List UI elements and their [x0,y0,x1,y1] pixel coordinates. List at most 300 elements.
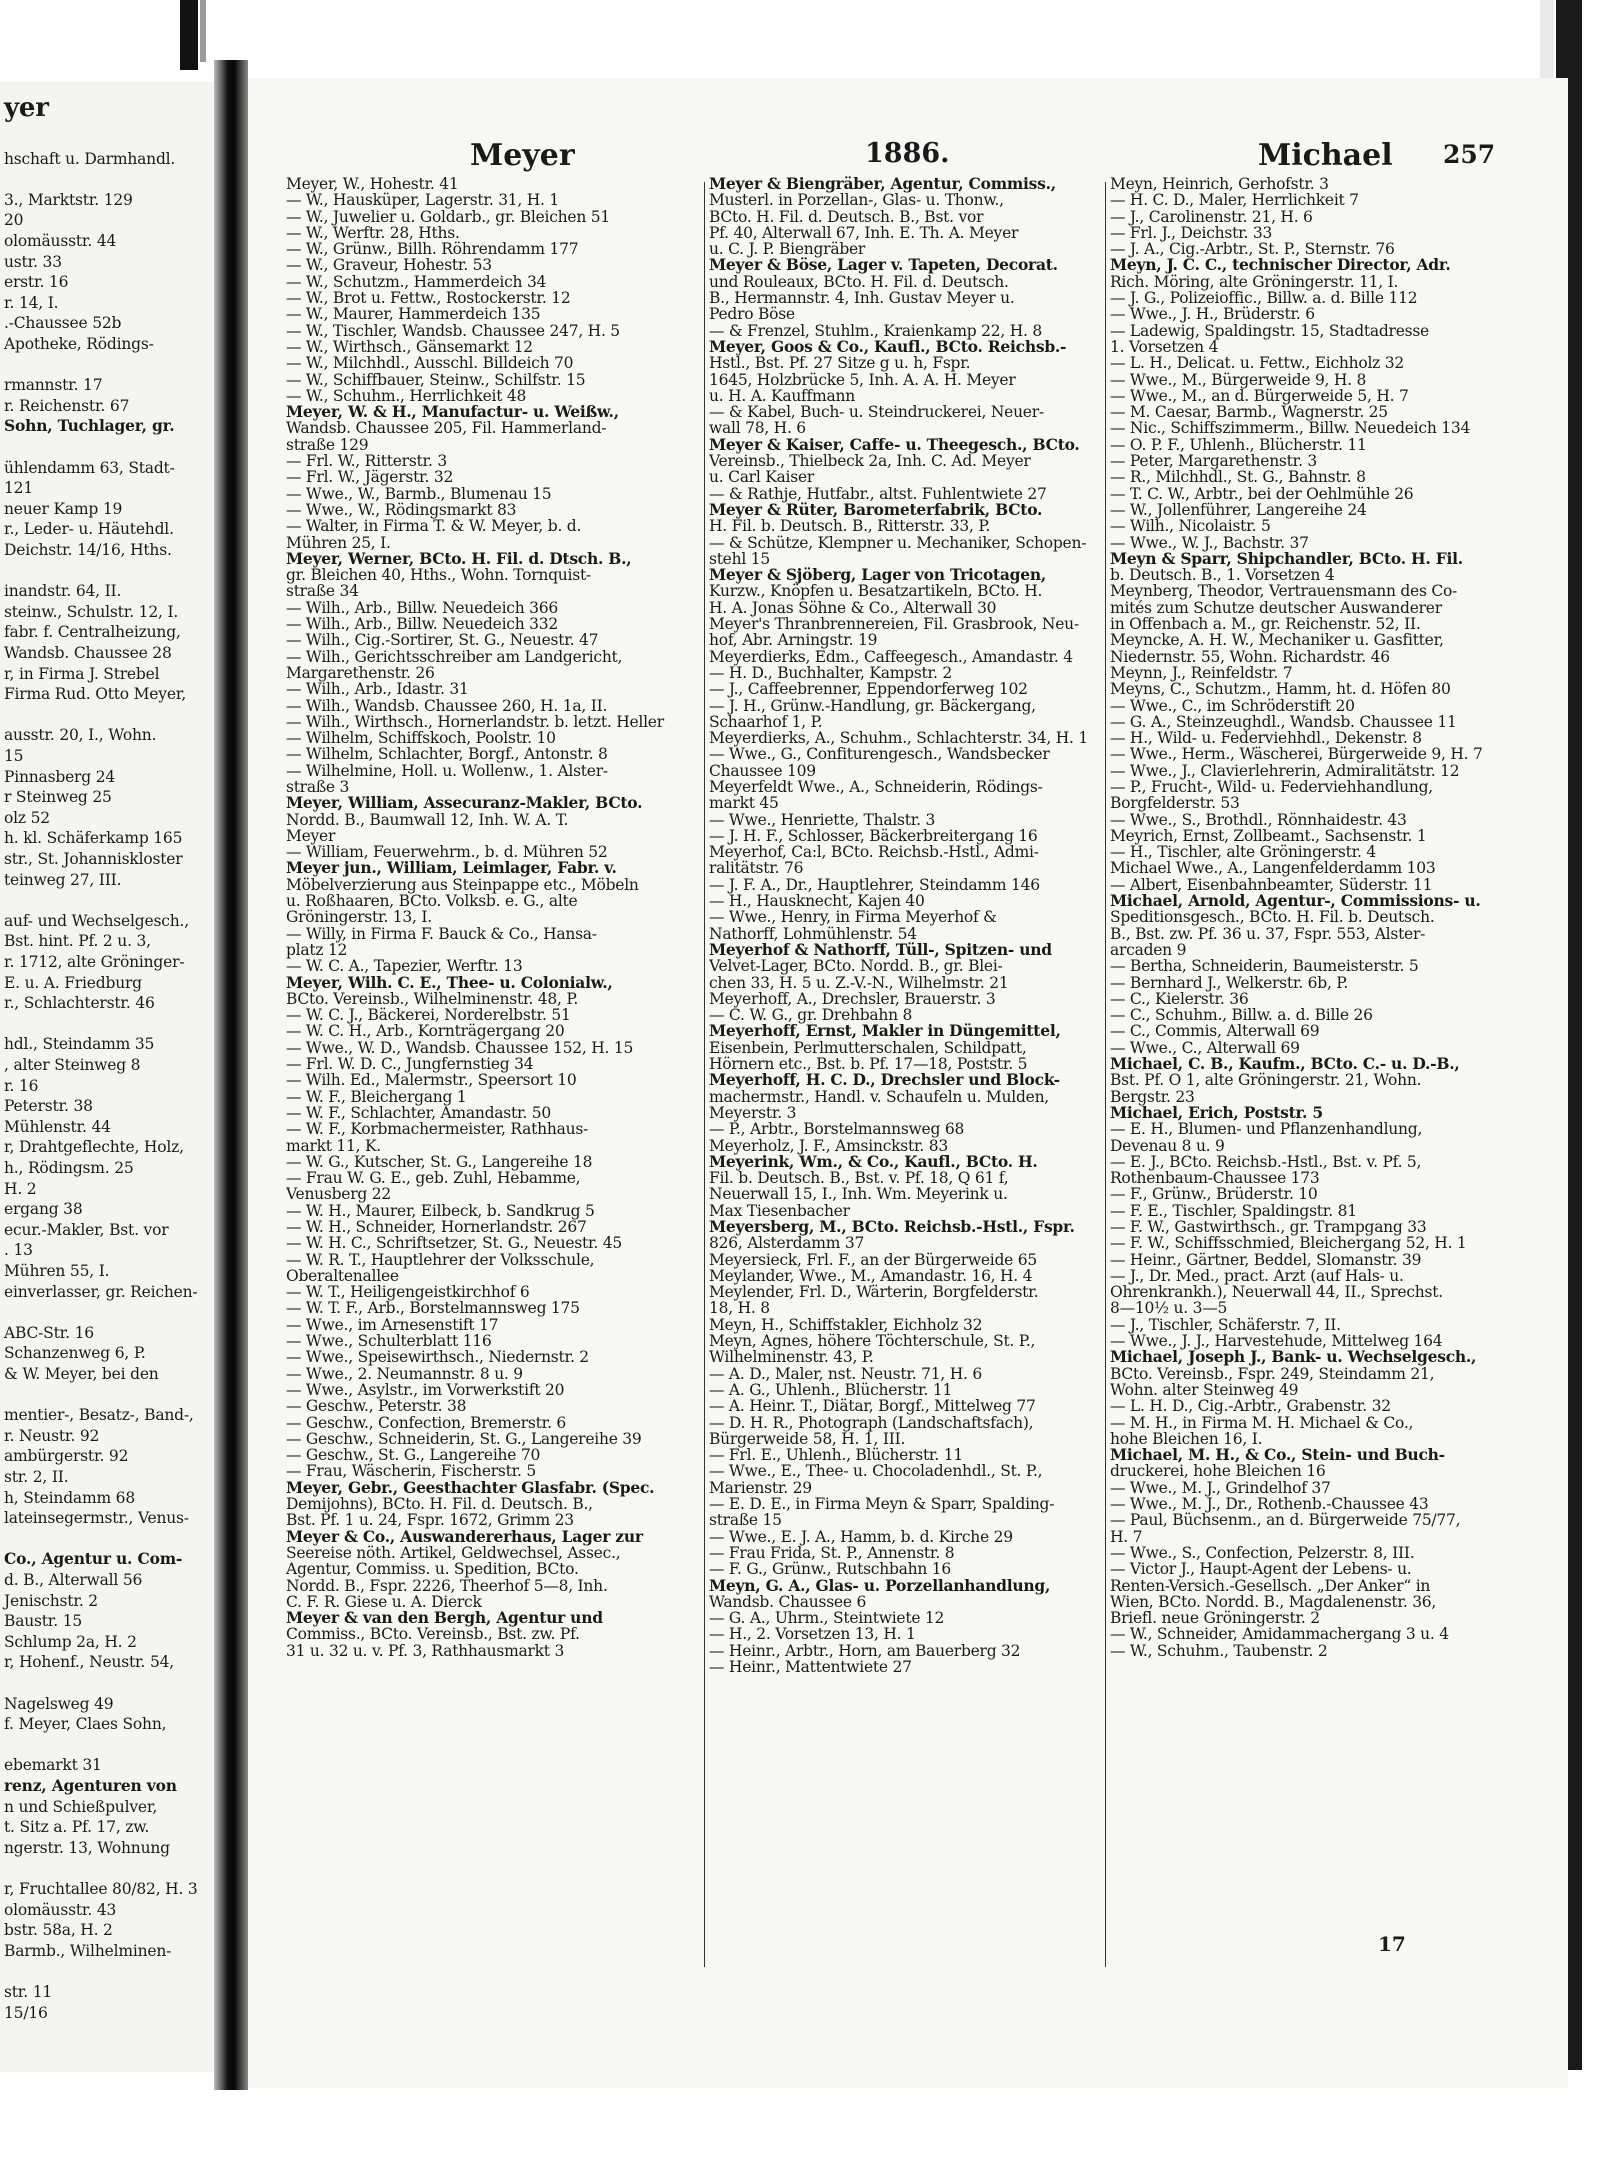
directory-entry-line: Ohrenkrankh.), Neuerwall 44, II., Sprechst. [1110,1283,1443,1302]
directory-entry-line: — W. R. T., Hauptlehrer der Volksschule, [286,1250,595,1269]
directory-entry-line: — Paul, Büchsenm., an d. Bürgerweide 75/77, [1110,1511,1461,1530]
directory-entry-line: — Wilh., Gerichtsschreiber am Landgericht, [286,647,623,666]
left-page-line: olomäusstr. 43 [4,1900,117,1919]
left-page-line: r. 1712, alte Gröninger- [4,953,185,971]
directory-entry-line: Meyn, Agnes, höhere Töchterschule, St. P., [709,1332,1036,1351]
directory-entry-line: — F. W., Schiffsschmied, Bleichergang 52, H. 1 [1110,1234,1467,1253]
directory-entry-line: — L. H. D., Cig.-Arbtr., Grabenstr. 32 [1110,1397,1391,1416]
directory-entry-line: — W., Grünw., Billh. Röhrendamm 177 [286,240,579,259]
directory-entry-line: Meyerink, Wm., & Co., Kaufl., BCto. H. [709,1151,1038,1171]
directory-entry-line: Marienstr. 29 [709,1478,812,1497]
directory-entry-line: — R., Milchhdl., St. G., Bahnstr. 8 [1110,468,1366,487]
directory-entry-line: — E. D. E., in Firma Meyn & Sparr, Spalding- [709,1495,1055,1514]
left-page-line: t. Sitz a. Pf. 17, zw. [4,1818,150,1837]
left-page-line: f. Meyer, Claes Sohn, [4,1715,167,1734]
directory-entry-line: — M. Caesar, Barmb., Wagnerstr. 25 [1110,403,1388,422]
directory-entry-line: — Geschw., Peterstr. 38 [286,1397,467,1416]
directory-entry-line: — C. W. G., gr. Drehbahn 8 [709,1006,913,1025]
directory-entry-line: — W., Graveur, Hohestr. 53 [286,256,492,275]
directory-entry-line: 18, H. 8 [709,1299,770,1318]
left-page-line: Co., Agentur u. Com- [4,1549,183,1569]
directory-entry-line: Wandsb. Chaussee 205, Fil. Hammerland- [286,419,607,438]
directory-entry-line: — Wilh., Wirthsch., Hornerlandstr. b. letzt. Heller [286,712,664,731]
directory-entry-line: in Offenbach a. M., gr. Reichenstr. 52, II. [1110,615,1421,634]
directory-entry-line: druckerei, hohe Bleichen 16 [1110,1462,1326,1481]
directory-entry-line: — Wwe., Herm., Wäscherei, Bürgerweide 9, H. 7 [1110,745,1483,764]
left-page-line: Firma Rud. Otto Meyer, [4,685,187,704]
directory-entry-line: — Wwe., Asylstr., im Vorwerkstift 20 [286,1380,565,1399]
directory-entry-line: Max Tiesenbacher [709,1201,850,1220]
signature-number: 17 [1378,1932,1406,1956]
directory-entry-line: — Bernhard J., Welkerstr. 6b, P. [1110,973,1349,992]
directory-entry-line: straße 15 [709,1511,782,1530]
directory-entry-line: 826, Alsterdamm 37 [709,1234,865,1253]
left-page-line: fabr. f. Centralheizung, [4,623,181,642]
directory-entry-line: — Wwe., J. J., Harvestehude, Mittelweg 164 [1110,1332,1443,1351]
directory-entry-line: chen 33, H. 5 u. Z.-V.-N., Wilhelmstr. 21 [709,973,1009,992]
directory-entry-line: — Wilh., Arb., Billw. Neuedeich 366 [286,598,558,617]
directory-entry-line: — Wwe., Schulterblatt 116 [286,1332,492,1351]
directory-entry-line: — H., Hausknecht, Kajen 40 [709,892,925,911]
directory-entry-line: — H., Wild- u. Federviehhdl., Dekenstr. 8 [1110,729,1422,748]
directory-entry-line: — W., Schuhm., Herrlichkeit 48 [286,386,527,405]
directory-entry-line: Meyer & Biengräber, Agentur, Commiss., [709,176,1056,193]
directory-entry-line: Meynn, J., Reinfeldstr. 7 [1110,663,1293,682]
directory-entry-line: Musterl. in Porzellan-, Glas- u. Thonw., [709,191,1004,210]
directory-entry-line: — M. H., in Firma M. H. Michael & Co., [1110,1413,1414,1432]
directory-entry-line: Meyer jun., William, Leimlager, Fabr. v. [286,858,617,878]
left-page-line: Barmb., Wilhelminen- [4,1941,172,1960]
directory-entry-line: — Wwe., Henry, in Firma Meyerhof & [709,908,997,927]
directory-column-3 [1110,176,1528,1966]
directory-entry-line: — F. W., Gastwirthsch., gr. Trampgang 33 [1110,1218,1427,1236]
directory-entry-line: Möbelverzierung aus Steinpappe etc., Möbeln [286,875,639,894]
directory-entry-line: — O. P. F., Uhlenh., Blücherstr. 11 [1110,435,1367,454]
directory-entry-line: 31 u. 32 u. v. Pf. 3, Rathhausmarkt 3 [286,1641,565,1660]
directory-entry-line: Meyer, Werner, BCto. H. Fil. d. Dtsch. B., [286,548,632,568]
left-page-line: str., St. Johanniskloster [4,850,183,868]
left-page-line: erstr. 16 [4,273,69,292]
directory-entry-line: — J. A., Cig.-Arbtr., St. P., Sternstr. 76 [1110,240,1395,259]
directory-entry-line: — W., Wirthsch., Gänsemarkt 12 [286,337,533,356]
directory-entry-line: — W., Milchhdl., Ausschl. Billdeich 70 [286,354,574,373]
directory-entry-line: mités zum Schutze deutscher Auswanderer [1110,598,1442,617]
left-page-line: Schanzenweg 6, P. [4,1344,146,1363]
directory-entry-line: — Wwe., im Arnesenstift 17 [286,1315,499,1334]
directory-entry-line: Meyersieck, Frl. F., an der Bürgerweide 65 [709,1250,1038,1269]
year-heading: 1886. [865,138,950,169]
directory-entry-line: — W. F., Bleichergang 1 [286,1087,467,1106]
directory-entry-line: — & Schütze, Klempner u. Mechaniker, Schopen- [709,533,1087,552]
directory-entry-line: platz 12 [286,940,348,959]
directory-entry-line: — A. D., Maler, nst. Neustr. 71, H. 6 [709,1364,982,1383]
directory-entry-line: Schaarhof 1, P. [709,712,823,731]
directory-column-1 [286,176,700,1966]
left-page-line: Pinnasberg 24 [4,767,116,786]
left-page-line: 3., Marktstr. 129 [4,190,133,209]
directory-entry-line: — & Rathje, Hutfabr., altst. Fuhlentwiete 27 [709,484,1047,503]
directory-entry-line: Fil. b. Deutsch. B., Bst. v. Pf. 18, Q 61 f, [709,1169,1009,1188]
directory-entry-line: Wien, BCto. Nordd. B., Magdalenenstr. 36, [1110,1592,1437,1611]
directory-entry-line: — Wwe., G., Confiturengesch., Wandsbecker [709,745,1050,764]
directory-entry-line: — J., Tischler, Schäferstr. 7, II. [1110,1315,1341,1334]
directory-entry-line: Meyerhoff, Ernst, Makler in Düngemittel, [709,1021,1061,1041]
left-page-fragment [0,82,214,2072]
directory-entry-line: — F. G., Grünw., Rutschbahn 16 [709,1560,951,1579]
column-rule [704,182,705,1967]
left-page-line: Schlump 2a, H. 2 [4,1632,137,1651]
directory-entry-line: Speditionsgesch., BCto. H. Fil. b. Deutsch. [1110,908,1435,927]
left-page-line: olz 52 [4,808,50,827]
directory-entry-line: Meyerhof & Nathorff, Tüll-, Spitzen- und [709,939,1052,959]
directory-entry-line: — W. G., Kutscher, St. G., Langereihe 18 [286,1152,593,1171]
left-page-line: r, in Firma J. Strebel [4,664,160,683]
column-rule [1105,182,1106,1967]
directory-entry-line: — W., Schutzm., Hammerdeich 34 [286,272,547,291]
directory-entry-line: straße 129 [286,435,369,454]
directory-entry-line: Gröningerstr. 13, I. [286,908,432,927]
left-page-line: einverlasser, gr. Reichen- [4,1282,198,1301]
directory-entry-line: — W., Werftr. 28, Hths. [286,223,460,242]
directory-entry-line: Chaussee 109 [709,761,816,780]
directory-entry-line: Rothenbaum-Chaussee 173 [1110,1169,1320,1188]
left-page-line: mentier-, Besatz-, Band-, [4,1406,194,1425]
directory-entry-line: B., Hermannstr. 4, Inh. Gustav Meyer u. [709,289,1015,308]
directory-entry-line: Bst. Pf. O 1, alte Gröningerstr. 21, Wohn. [1110,1071,1422,1090]
directory-entry-line: Vereinsb., Thielbeck 2a, Inh. C. Ad. Meyer [709,452,1031,471]
directory-entry-line: — Nic., Schiffszimmerm., Billw. Neuedeich 134 [1110,419,1471,438]
directory-entry-line: Neuerwall 15, I., Inh. Wm. Meyerink u. [709,1185,1008,1204]
left-page-line: ausstr. 20, I., Wohn. [4,726,157,745]
directory-entry-line: Meyer's Thranbrennereien, Fil. Grasbrook, Neu- [709,615,1079,634]
directory-entry-line: hof, Abr. Arningstr. 19 [709,631,878,650]
left-page-line: Jenischstr. 2 [4,1591,98,1610]
directory-entry-line: u. Roßhaaren, BCto. Volksb. e. G., alte [286,892,578,911]
directory-entry-line: 1. Vorsetzen 4 [1110,337,1219,356]
running-head-left: Meyer [470,138,575,173]
directory-entry-line: — W. T. F., Arb., Borstelmannsweg 175 [286,1299,580,1318]
left-page-line: renz, Agenturen von [4,1776,177,1795]
left-page-line: E. u. A. Friedburg [4,973,142,992]
left-page-line: h., Rödingsm. 25 [4,1159,134,1177]
left-page-line: r Steinweg 25 [4,788,112,807]
directory-entry-line: — Peter, Margarethenstr. 3 [1110,452,1318,471]
directory-entry-line: — W. F., Korbmachermeister, Rathhaus- [286,1120,589,1139]
left-page-line: ecur.-Makler, Bst. vor [4,1220,169,1239]
directory-entry-line: BCto. H. Fil. d. Deutsch. B., Bst. vor [709,207,984,226]
page-number: 257 [1443,140,1496,169]
directory-entry-line: — Geschw., St. G., Langereihe 70 [286,1446,541,1465]
directory-entry-line: — Victor J., Haupt-Agent der Lebens- u. [1110,1560,1412,1579]
directory-entry-line: Hörnern etc., Bst. b. Pf. 17—18, Poststr. 5 [709,1055,1028,1074]
directory-entry-line: und Rouleaux, BCto. H. Fil. d. Deutsch. [709,272,1009,291]
directory-entry-line: — Walter, in Firma T. & W. Meyer, b. d. [286,517,582,536]
directory-entry-line: Meynberg, Theodor, Vertrauensmann des Co- [1110,582,1458,601]
directory-entry-line: b. Deutsch. B., 1. Vorsetzen 4 [1110,566,1335,585]
directory-entry-line: Eisenbein, Perlmutterschalen, Schildpatt, [709,1038,1027,1057]
directory-entry-line: — Wilh., Nicolaistr. 5 [1110,517,1271,536]
directory-entry-line: — H., Tischler, alte Gröningerstr. 4 [1110,843,1377,862]
directory-entry-line: — W., Schiffbauer, Steinw., Schilfstr. 15 [286,370,586,389]
directory-entry-line: — Wwe., Speisewirthsch., Niedernstr. 2 [286,1348,589,1367]
directory-entry-line: — Frl. E., Uhlenh., Blücherstr. 11 [709,1446,963,1465]
directory-entry-line: u. Carl Kaiser [709,468,815,487]
left-page-line: n und Schießpulver, [4,1797,158,1816]
left-page-line: inandstr. 64, II. [4,582,122,601]
directory-entry-line: straße 34 [286,582,359,601]
left-page-line: Bst. hint. Pf. 2 u. 3, [4,932,151,951]
left-page-line: r., Leder- u. Häutehdl. [4,520,174,539]
directory-entry-line: — P., Arbtr., Borstelmannsweg 68 [709,1120,965,1139]
directory-entry-line: Pedro Böse [709,305,795,324]
directory-entry-line: — & Frenzel, Stuhlm., Kraienkamp 22, H. 8 [709,321,1042,340]
left-page-line: ABC-Str. 16 [4,1323,94,1342]
running-head-right: Michael [1258,138,1393,173]
directory-entry-line: Wohn. alter Steinweg 49 [1110,1380,1299,1399]
directory-entry-line: u. H. A. Kauffmann [709,386,855,405]
directory-entry-line: Bergstr. 23 [1110,1087,1195,1106]
left-page-line: ustr. 33 [4,252,62,271]
directory-entry-line: Meyer & van den Bergh, Agentur und [286,1608,603,1628]
directory-entry-line: Meyerhoff, H. C. D., Drechsler und Block- [709,1070,1060,1090]
directory-entry-line: — C., Schuhm., Billw. a. d. Bille 26 [1110,1006,1373,1025]
directory-entry-line: — P., Frucht-, Wild- u. Federviehhandlung, [1110,777,1433,796]
directory-entry-line: ralitätstr. 76 [709,859,804,878]
left-page-line: . 13 [4,1241,33,1260]
left-page-line: r. Neustr. 92 [4,1426,100,1445]
left-page-line: r, Hohenf., Neustr. 54, [4,1653,175,1672]
directory-entry-line: — G. A., Steinzeughdl., Wandsb. Chaussee 11 [1110,712,1457,731]
directory-entry-line: gr. Bleichen 40, Hths., Wohn. Tornquist- [286,566,591,585]
directory-entry-line: wall 78, H. 6 [709,419,806,438]
directory-entry-line: Meyn, Heinrich, Gerhofstr. 3 [1110,176,1329,193]
left-page-line: r, Drahtgeflechte, Holz, [4,1138,184,1157]
directory-entry-line: — Wilhelm, Schiffskoch, Poolstr. 10 [286,729,556,748]
directory-entry-line: — & Kabel, Buch- u. Steindruckerei, Neuer- [709,403,1044,422]
directory-entry-line: Seereise nöth. Artikel, Geldwechsel, Assec., [286,1543,621,1562]
directory-entry-line: — J., Carolinenstr. 21, H. 6 [1110,207,1313,226]
left-page-line: Baustr. 15 [4,1612,83,1631]
left-page-line: lateinsegermstr., Venus- [4,1509,189,1528]
left-page-line: olomäusstr. 44 [4,232,117,250]
directory-entry-line: Meyer, William, Assecuranz-Makler, BCto. [286,793,643,813]
directory-entry-line: — W., Brot u. Fettw., Rostockerstr. 12 [286,289,571,308]
directory-entry-line: — H., 2. Vorsetzen 13, H. 1 [709,1625,916,1644]
directory-entry-line: u. C. J. P. Biengräber [709,240,866,259]
directory-entry-line: H. A. Jonas Söhne & Co., Alterwall 30 [709,598,997,617]
directory-entry-line: — W. C. A., Tapezier, Werftr. 13 [286,957,523,976]
directory-entry-line: Meyerdierks, Edm., Caffeegesch., Amandastr. 4 [709,647,1073,666]
directory-entry-line: — W., Tischler, Wandsb. Chaussee 247, H. 5 [286,321,620,340]
directory-entry-line: — D. H. R., Photograph (Landschaftsfach), [709,1413,1034,1432]
directory-entry-line: — Wwe., M., Bürgerweide 9, H. 8 [1110,370,1367,389]
directory-entry-line: — Wwe., C., Alterwall 69 [1110,1038,1300,1057]
left-page-line: ebemarkt 31 [4,1756,102,1775]
directory-entry-line: — Wwe., S., Brothdl., Rönnhaidestr. 43 [1110,810,1407,829]
directory-entry-line: — T. C. W., Arbtr., bei der Oehlmühle 26 [1110,484,1414,503]
directory-entry-line: Demijohns), BCto. H. Fil. d. Deutsch. B., [286,1495,593,1514]
directory-entry-line: 8—10½ u. 3—5 [1110,1299,1228,1318]
directory-entry-line: — Wwe., W., Rödingsmarkt 83 [286,500,517,519]
directory-entry-line: Michael Wwe., A., Langenfelderdamm 103 [1110,859,1436,878]
left-page-line: 121 [4,479,33,498]
directory-entry-line: — Wwe., E., Thee- u. Chocoladenhdl., St. P., [709,1462,1043,1481]
directory-entry-line: — Frau W. G. E., geb. Zuhl, Hebamme, [286,1169,581,1188]
directory-entry-line: — Heinr., Gärtner, Beddel, Slomanstr. 39 [1110,1250,1422,1269]
directory-entry-line: Meylender, Frl. D., Wärterin, Borgfelderstr. [709,1283,1039,1302]
left-page-line: H. 2 [4,1179,37,1198]
directory-entry-line: — Wwe., W. J., Bachstr. 37 [1110,533,1309,552]
directory-entry-line: BCto. Vereinsb., Fspr. 249, Steindamm 21, [1110,1364,1435,1383]
directory-entry-line: — E. H., Blumen- und Pflanzenhandlung, [1110,1120,1423,1139]
directory-entry-line: Meyerstr. 3 [709,1103,797,1122]
left-page-line: bstr. 58a, H. 2 [4,1921,113,1940]
directory-entry-line: — Wwe., 2. Neumannstr. 8 u. 9 [286,1364,523,1383]
directory-entry-line: — W. H., Maurer, Eilbeck, b. Sandkrug 5 [286,1201,595,1220]
directory-entry-line: — Wilh., Arb., Idastr. 31 [286,680,469,699]
directory-entry-line: — Wwe., E. J. A., Hamm, b. d. Kirche 29 [709,1527,1013,1546]
left-page-line: 20 [4,211,24,230]
directory-entry-line: Kurzw., Knöpfen u. Besatzartikeln, BCto. H. [709,582,1043,601]
directory-entry-line: — A. Heinr. T., Diätar, Borgf., Mittelweg 77 [709,1397,1036,1416]
directory-entry-line: Meyer, Wilh. C. E., Thee- u. Colonialw., [286,972,613,992]
left-page-line: .-Chaussee 52b [4,314,122,333]
left-page-line: steinw., Schulstr. 12, I. [4,602,179,621]
directory-entry-line: Mühren 25, I. [286,533,391,552]
directory-entry-line: BCto. Vereinsb., Wilhelminenstr. 48, P. [286,989,579,1008]
directory-entry-line: Velvet-Lager, BCto. Nordd. B., gr. Blei- [709,957,1003,976]
directory-entry-line: Margarethenstr. 26 [286,663,435,682]
left-page-line: rmannstr. 17 [4,376,103,395]
directory-entry-line: — Ladewig, Spaldingstr. 15, Stadtadresse [1110,321,1429,340]
directory-entry-line: — F., Grünw., Brüderstr. 10 [1110,1185,1318,1204]
directory-entry-line: — Wwe., C., im Schröderstift 20 [1110,696,1355,715]
directory-entry-line: — William, Feuerwehrm., b. d. Mühren 52 [286,843,608,862]
directory-entry-line: Devenau 8 u. 9 [1110,1136,1225,1155]
directory-entry-line: — W., Jollenführer, Langereihe 24 [1110,500,1367,519]
directory-entry-line: Meyerholz, J. F., Amsinckstr. 83 [709,1136,948,1155]
directory-entry-line: — Albert, Eisenbahnbeamter, Süderstr. 11 [1110,875,1433,894]
left-page-line: d. B., Alterwall 56 [4,1571,143,1589]
directory-entry-line: — Wilh., Cig.-Sortirer, St. G., Neuestr. 47 [286,631,599,650]
left-page-line: r. 16 [4,1076,39,1095]
left-page-line: auf- und Wechselgesch., [4,911,189,930]
left-page-line: Sohn, Tuchlager, gr. [4,416,175,436]
directory-entry-line: Meyer, W., Hohestr. 41 [286,176,459,193]
left-page-line: str. 2, II. [4,1468,69,1486]
directory-entry-line: Wilhelminenstr. 43, P. [709,1348,874,1367]
directory-entry-line: — Wilh., Arb., Billw. Neuedeich 332 [286,615,558,634]
directory-entry-line: — H. C. D., Maler, Herrlichkeit 7 [1110,191,1359,210]
left-page-line: Deichstr. 14/16, Hths. [4,541,172,559]
directory-entry-line: Michael, M. H., & Co., Stein- und Buch- [1110,1445,1445,1465]
directory-entry-line: — J. G., Polizeioffic., Billw. a. d. Bille 112 [1110,289,1418,308]
directory-entry-line: 1645, Holzbrücke 5, Inh. A. A. H. Meyer [709,370,1016,389]
directory-entry-line: — Geschw., Confection, Bremerstr. 6 [286,1413,567,1432]
directory-entry-line: — W. F., Schlachter, Amandastr. 50 [286,1103,551,1122]
left-page-line: & W. Meyer, bei den [4,1365,159,1383]
directory-entry-line: Niedernstr. 55, Wohn. Richardstr. 46 [1110,647,1390,666]
directory-entry-line: Bürgerweide 58, H. 1, III. [709,1429,906,1448]
directory-entry-line: markt 45 [709,794,779,813]
directory-entry-line: — W., Schneider, Amidammachergang 3 u. 4 [1110,1625,1449,1644]
directory-entry-line: — W., Maurer, Hammerdeich 135 [286,305,541,324]
directory-entry-line: — C., Kielerstr. 36 [1110,989,1249,1008]
left-page-line: hdl., Steindamm 35 [4,1035,155,1054]
directory-entry-line: Meyerfeldt Wwe., A., Schneiderin, Rödings- [709,777,1043,796]
left-page-line: h, Steindamm 68 [4,1488,136,1507]
directory-entry-line: — Frl. W., Jägerstr. 32 [286,468,454,487]
directory-entry-line: Meyer & Co., Auswandererhaus, Lager zur [286,1526,643,1546]
directory-entry-line: — Wwe., Henriette, Thalstr. 3 [709,810,936,829]
directory-entry-line: — A. G., Uhlenh., Blücherstr. 11 [709,1380,953,1399]
directory-entry-line: Meyerhof, Ca:l, BCto. Reichsb.-Hstl., Admi- [709,843,1039,862]
directory-entry-line: Pf. 40, Alterwall 67, Inh. E. Th. A. Meyer [709,223,1019,242]
left-page-line: h. kl. Schäferkamp 165 [4,829,183,848]
left-page-line: r., Schlachterstr. 46 [4,994,155,1013]
directory-entry-line: — Wilh., Wandsb. Chaussee 260, H. 1a, II. [286,696,608,715]
directory-entry-line: machermstr., Handl. v. Schaufeln u. Mulden, [709,1087,1049,1106]
left-page-line: r, Fruchtallee 80/82, H. 3 [4,1880,198,1898]
directory-entry-line: — Heinr., Mattentwiete 27 [709,1658,912,1677]
directory-entry-line: — J., Dr. Med., pract. Arzt (auf Hals- u. [1110,1266,1404,1285]
directory-entry-line: — Wwe., J. H., Brüderstr. 6 [1110,305,1315,324]
directory-entry-line: — L. H., Delicat. u. Fettw., Eichholz 32 [1110,354,1404,373]
directory-entry-line: Wandsb. Chaussee 6 [709,1592,867,1611]
directory-entry-line: Meyncke, A. H. W., Mechaniker u. Gasfitter, [1110,631,1444,650]
directory-entry-line: Meyns, C., Schutzm., Hamm, ht. d. Höfen 80 [1110,680,1451,699]
directory-entry-line: Briefl. neue Gröningerstr. 2 [1110,1609,1320,1628]
directory-entry-line: — Heinr., Arbtr., Horn, am Bauerberg 32 [709,1641,1021,1660]
directory-entry-line: — Frau, Wäscherin, Fischerstr. 5 [286,1462,537,1481]
left-page-line: 15 [4,747,24,765]
directory-entry-line: — W. T., Heiligengeistkirchhof 6 [286,1283,530,1302]
left-page-line: , alter Steinweg 8 [4,1056,141,1074]
directory-entry-line: Meyersberg, M., BCto. Reichsb.-Hstl., Fspr. [709,1217,1075,1236]
left-page-line: yer [4,93,49,123]
directory-entry-line: Meyn, J. C. C., technischer Director, Adr. [1110,255,1451,275]
left-page-line: neuer Kamp 19 [4,499,123,518]
directory-entry-line: — Geschw., Schneiderin, St. G., Langereihe 39 [286,1429,642,1448]
directory-entry-line: Meyer, Goos & Co., Kaufl., BCto. Reichsb.- [709,336,1067,356]
directory-entry-line: — J. F. A., Dr., Hauptlehrer, Steindamm 146 [709,875,1040,894]
left-page-line: ambürgerstr. 92 [4,1447,129,1466]
directory-entry-line: — Wwe., W. D., Wandsb. Chaussee 152, H. 15 [286,1038,634,1057]
directory-entry-line: — C., Commis, Alterwall 69 [1110,1022,1320,1041]
directory-entry-line: — Frl. W. D. C., Jungfernstieg 34 [286,1055,534,1074]
book-gutter [214,60,248,2090]
directory-entry-line: — W. C. H., Arb., Kornträgergang 20 [286,1022,565,1041]
directory-entry-line: Meyn, G. A., Glas- u. Porzellanhandlung, [709,1575,1051,1595]
directory-entry-line: Agentur, Commiss. u. Spedition, BCto. [286,1560,579,1579]
directory-entry-line: — Willy, in Firma F. Bauck & Co., Hansa- [286,924,597,943]
directory-entry-line: Michael, Joseph J., Bank- u. Wechselgesch., [1110,1347,1477,1367]
left-page-line: Apotheke, Rödings- [4,335,154,353]
left-page-line: r. 14, I. [4,293,59,312]
directory-entry-line: — W. C. J., Bäckerei, Norderelbstr. 51 [286,1006,571,1025]
directory-entry-line: Meyn & Sparr, Shipchandler, BCto. H. Fil. [1110,548,1463,568]
directory-entry-line: — W., Hausküper, Lagerstr. 31, H. 1 [286,191,559,210]
directory-entry-line: Rich. Möring, alte Gröningerstr. 11, I. [1110,272,1399,291]
directory-entry-line: Venusberg 22 [286,1185,391,1204]
directory-entry-line: H. Fil. b. Deutsch. B., Ritterstr. 33, P. [709,517,991,536]
directory-entry-line: — H. D., Buchhalter, Kampstr. 2 [709,663,952,682]
directory-entry-line: — W., Schuhm., Taubenstr. 2 [1110,1641,1328,1660]
left-page-line: teinweg 27, III. [4,870,122,889]
directory-entry-line: Michael, Arnold, Agentur-, Commissions- u. [1110,891,1481,911]
directory-entry-line: Meyrich, Ernst, Zollbeamt., Sachsenstr. 1 [1110,826,1427,845]
directory-entry-line: arcaden 9 [1110,940,1187,959]
